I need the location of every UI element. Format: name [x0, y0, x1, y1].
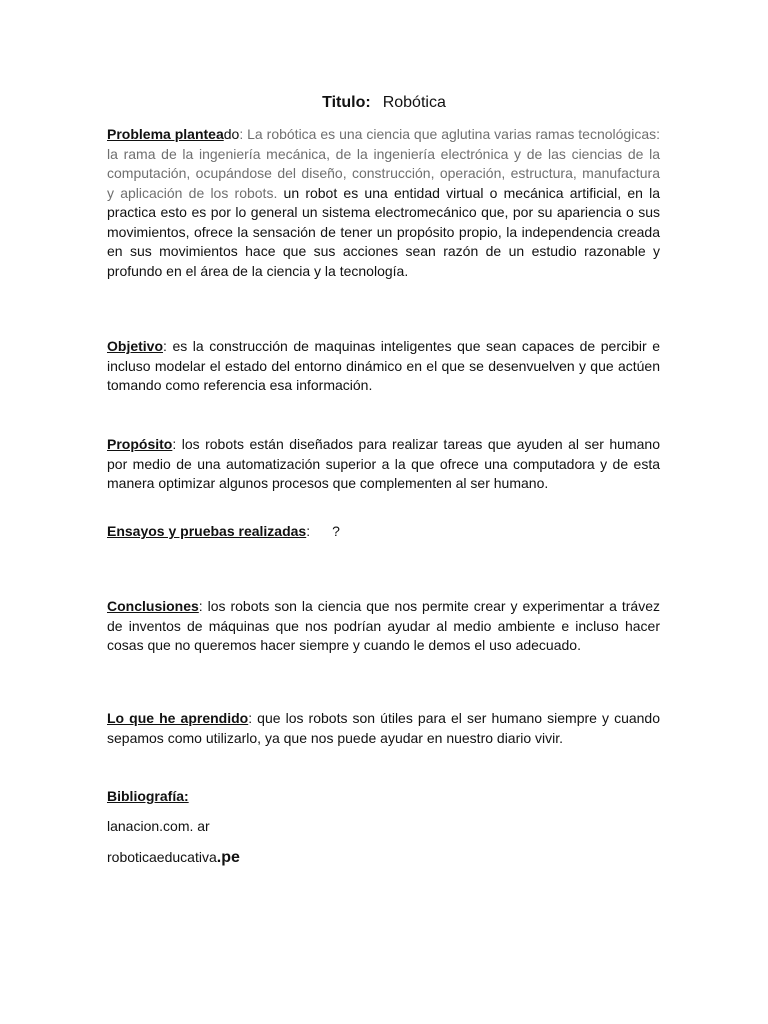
objetivo-heading: Objetivo: [107, 338, 164, 354]
section-aprendido: [107, 709, 660, 748]
bibliografia-item: [107, 817, 660, 837]
problema-heading: Problema plantea: [107, 126, 224, 142]
objetivo-text: : es la construcción de maquinas inteligentes que sean capaces de percibir e incluso modelar el estado del entorno dinámico en el que se desenvuelven y que actúen tomando como referencia esa información.: [107, 338, 660, 393]
ensayos-value: ?: [332, 523, 340, 539]
document-title: [0, 92, 768, 114]
conclusiones-heading: Conclusiones: [107, 598, 199, 614]
title-value: Robótica: [382, 94, 446, 111]
bibliografia-item: [107, 848, 660, 868]
problema-text: un robot es una entidad virtual o mecánica artificial, en la practica esto es por lo general un sistema electromecánico que, por su apariencia o sus movimientos, ofrece la sensación de tener un propósito propio, la independencia creada en sus movimientos hace que sus acciones sean razón de un estudio razonable y profundo en el área de la ciencia y la tecnología.: [107, 184, 660, 279]
ensayos-colon: :: [306, 523, 311, 539]
section-bibliografia: [107, 787, 660, 807]
problema-text-gray: : La robótica es una ciencia que aglutina varias ramas tecnológicas: la rama de la ingeniería mecánica, de la ingeniería electrónica y de las ciencias de la computación, ocupándose del diseño, construcción, operación, estructura, manufactura y aplicación de los robots.: [107, 126, 661, 201]
section-objetivo: [107, 337, 660, 396]
problema-heading-tail: do: [223, 126, 240, 142]
aprendido-heading: Lo que he aprendido: [107, 710, 249, 726]
proposito-heading: Propósito: [107, 436, 173, 452]
title-label: Titulo:: [322, 94, 371, 111]
bibliografia-item-text: roboticaeducativa: [107, 849, 217, 865]
section-conclusiones: [107, 597, 660, 656]
section-problema: [107, 125, 660, 281]
conclusiones-text: : los robots son la ciencia que nos permite crear y experimentar a trávez de inventos de máquinas que nos podrían ayudar al medio ambiente e incluso hacer cosas que no queremos hacer siempre y cuando le demos el uso adecuado.: [107, 598, 660, 653]
bibliografia-item-ext: .pe: [216, 849, 240, 866]
section-proposito: [107, 435, 660, 494]
aprendido-text: : que los robots son útiles para el ser humano siempre y cuando sepamos como utilizarlo, ya que nos puede ayudar en nuestro diario vivir.: [107, 710, 660, 746]
proposito-text: : los robots están diseñados para realizar tareas que ayuden al ser humano por medio de una automatización superior a la que ofrece una computadora y de esta manera optimizar algunos procesos que complementen al ser humano.: [107, 436, 660, 491]
ensayos-heading: Ensayos y pruebas realizadas: [107, 523, 307, 539]
section-ensayos: [107, 522, 660, 542]
bibliografia-item-text: lanacion.com. ar: [107, 818, 210, 834]
bibliografia-heading: Bibliografía:: [107, 788, 189, 804]
